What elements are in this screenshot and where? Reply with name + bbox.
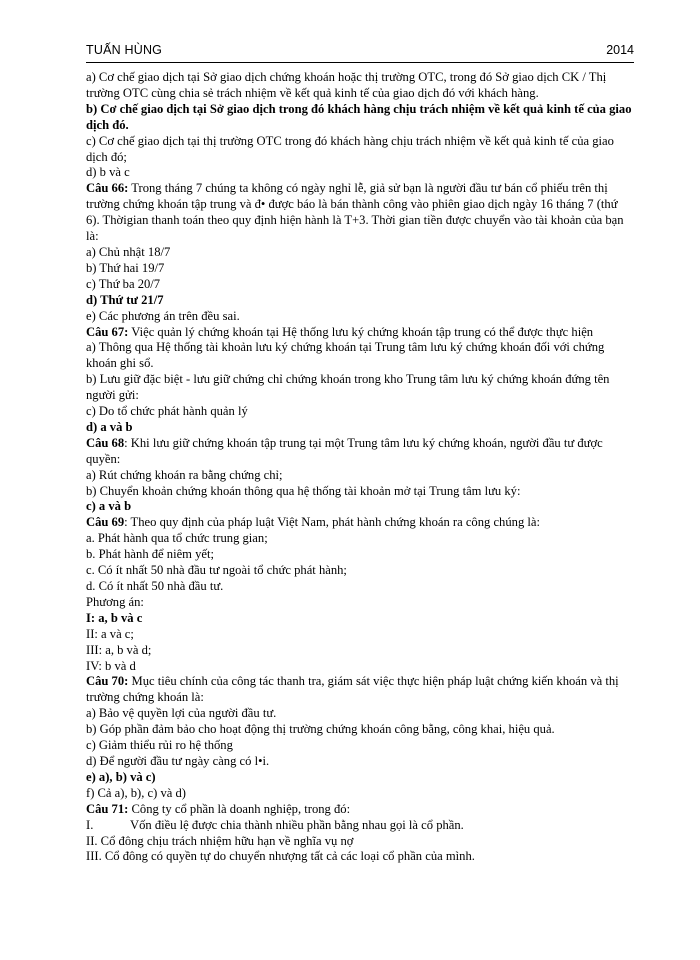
correct-answer: b) Cơ chế giao dịch tại Sở giao dịch trong đó khách hàng chịu trách nhiệm về kết quả kinh tế của giao dịch đó. [86,101,632,132]
question-text: Mục tiêu chính của công tác thanh tra, giám sát việc thực hiện pháp luật chứng kiến khoán và thị trường chứng khoán là: [86,674,619,705]
question-67 [86,325,634,341]
question-69 [86,515,634,531]
statement-item [86,818,634,834]
answer-option: c) Thứ ba 20/7 [86,276,161,291]
answer-option: b) Thứ hai 19/7 [86,260,165,275]
answer-option: c. Có ít nhất 50 nhà đầu tư ngoài tổ chức phát hành; [86,563,347,578]
answer-option: e) Các phương án trên đều sai. [86,308,240,323]
correct-answer: d) a và b [86,419,133,434]
correct-answer: I: a, b và c [86,610,143,625]
statement-number: I. [86,817,94,832]
answer-option: IV: b và d [86,658,136,673]
question-label: Câu 68 [86,435,125,450]
options-heading: Phương án: [86,594,144,609]
page-header [86,40,634,63]
question-71 [86,802,634,818]
question-68 [86,436,634,468]
question-70 [86,674,634,706]
correct-answer: d) Thứ tư 21/7 [86,292,164,307]
question-66 [86,181,634,245]
header-author: TUẤN HÙNG [86,43,163,57]
question-label: Câu 71: [86,801,129,816]
answer-option: c) Do tổ chức phát hành quản lý [86,404,248,419]
answer-option: a) Cơ chế giao dịch tại Sở giao dịch chứng khoán hoặc thị trường OTC, trong đó Sở giao dịch CK / Thị trường OTC cùng chia sẻ trách nhiệm về kết quả kinh tế của giao dịch đó với khách hàng. [86,70,607,100]
question-text: : Khi lưu giữ chứng khoán tập trung tại một Trung tâm lưu ký chứng khoán, người đầu tư được quyền: [86,435,603,466]
answer-option: III: a, b và d; [86,642,152,657]
answer-option: b) Chuyển khoản chứng khoán thông qua hệ thống tài khoản mở tại Trung tâm lưu ký: [86,483,521,498]
question-text: Công ty cổ phần là doanh nghiệp, trong đó: [128,801,351,816]
correct-answer: c) a và b [86,499,132,514]
answer-option: d. Có ít nhất 50 nhà đầu tư. [86,579,224,593]
question-label: Câu 67: [86,324,129,339]
answer-option: c) Cơ chế giao dịch tại thị trường OTC trong đó khách hàng chịu trách nhiệm về kết quả kinh tế của giao dịch đó; [86,133,614,164]
answer-option: II: a và c; [86,626,134,641]
answer-option: b. Phát hành để niêm yết; [86,547,215,562]
question-text: Trong tháng 7 chúng ta không có ngày nghỉ lễ, giả sử bạn là người đầu tư bán cổ phiếu trên thị trường chứng khoán tập trung và đ• được báo là bán thành công vào phiên giao dịch ngày 16 tháng 7 (thứ 6). Thờigian thanh toán theo quy định hiện hành là T+3. Thời gian tiền được chuyển vào tài khoản của bạn là: [86,181,624,244]
answer-option: a) Chủ nhật 18/7 [86,244,171,259]
answer-option: b) Góp phần đảm bảo cho hoạt động thị trường chứng khoán công bằng, công khai, hiệu quả. [86,722,555,737]
question-text: Việc quản lý chứng khoán tại Hệ thống lưu ký chứng khoán tập trung có thể được thực hiện [128,324,594,339]
answer-option: c) Giảm thiểu rủi ro hệ thống [86,738,233,753]
question-text: : Theo quy định của pháp luật Việt Nam, phát hành chứng khoán ra công chúng là: [124,515,540,530]
document-body [86,70,634,865]
answer-option: a. Phát hành qua tổ chức trung gian; [86,531,268,546]
answer-option: a) Thông qua Hệ thống tài khoản lưu ký chứng khoán tại Trung tâm lưu ký chứng khoán đối với chứng khoán ghi sổ. [86,340,605,371]
answer-option: f) Cả a), b), c) và d) [86,785,186,800]
statement-item: II. Cổ đông chịu trách nhiệm hữu hạn về nghĩa vụ nợ [86,833,354,848]
statement-item: III. Cổ đông có quyền tự do chuyển nhượng tất cả các loại cổ phần của mình. [86,849,475,864]
correct-answer: e) a), b) và c) [86,769,156,784]
question-label: Câu 66: [86,181,129,196]
header-year: 2014 [606,43,634,57]
question-label: Câu 69 [86,515,125,530]
answer-option: a) Bảo vệ quyền lợi của người đầu tư. [86,706,277,721]
answer-option: d) b và c [86,165,130,180]
answer-option: d) Để người đầu tư ngày càng có l•i. [86,753,270,768]
question-label: Câu 70: [86,674,129,689]
answer-option: b) Lưu giữ đặc biệt - lưu giữ chứng chỉ chứng khoán trong kho Trung tâm lưu ký chứng khoán đứng tên người gửi: [86,372,610,403]
answer-option: a) Rút chứng khoán ra bằng chứng chỉ; [86,467,283,482]
statement-text: Vốn điều lệ được chia thành nhiều phần bằng nhau gọi là cổ phần. [130,817,464,832]
